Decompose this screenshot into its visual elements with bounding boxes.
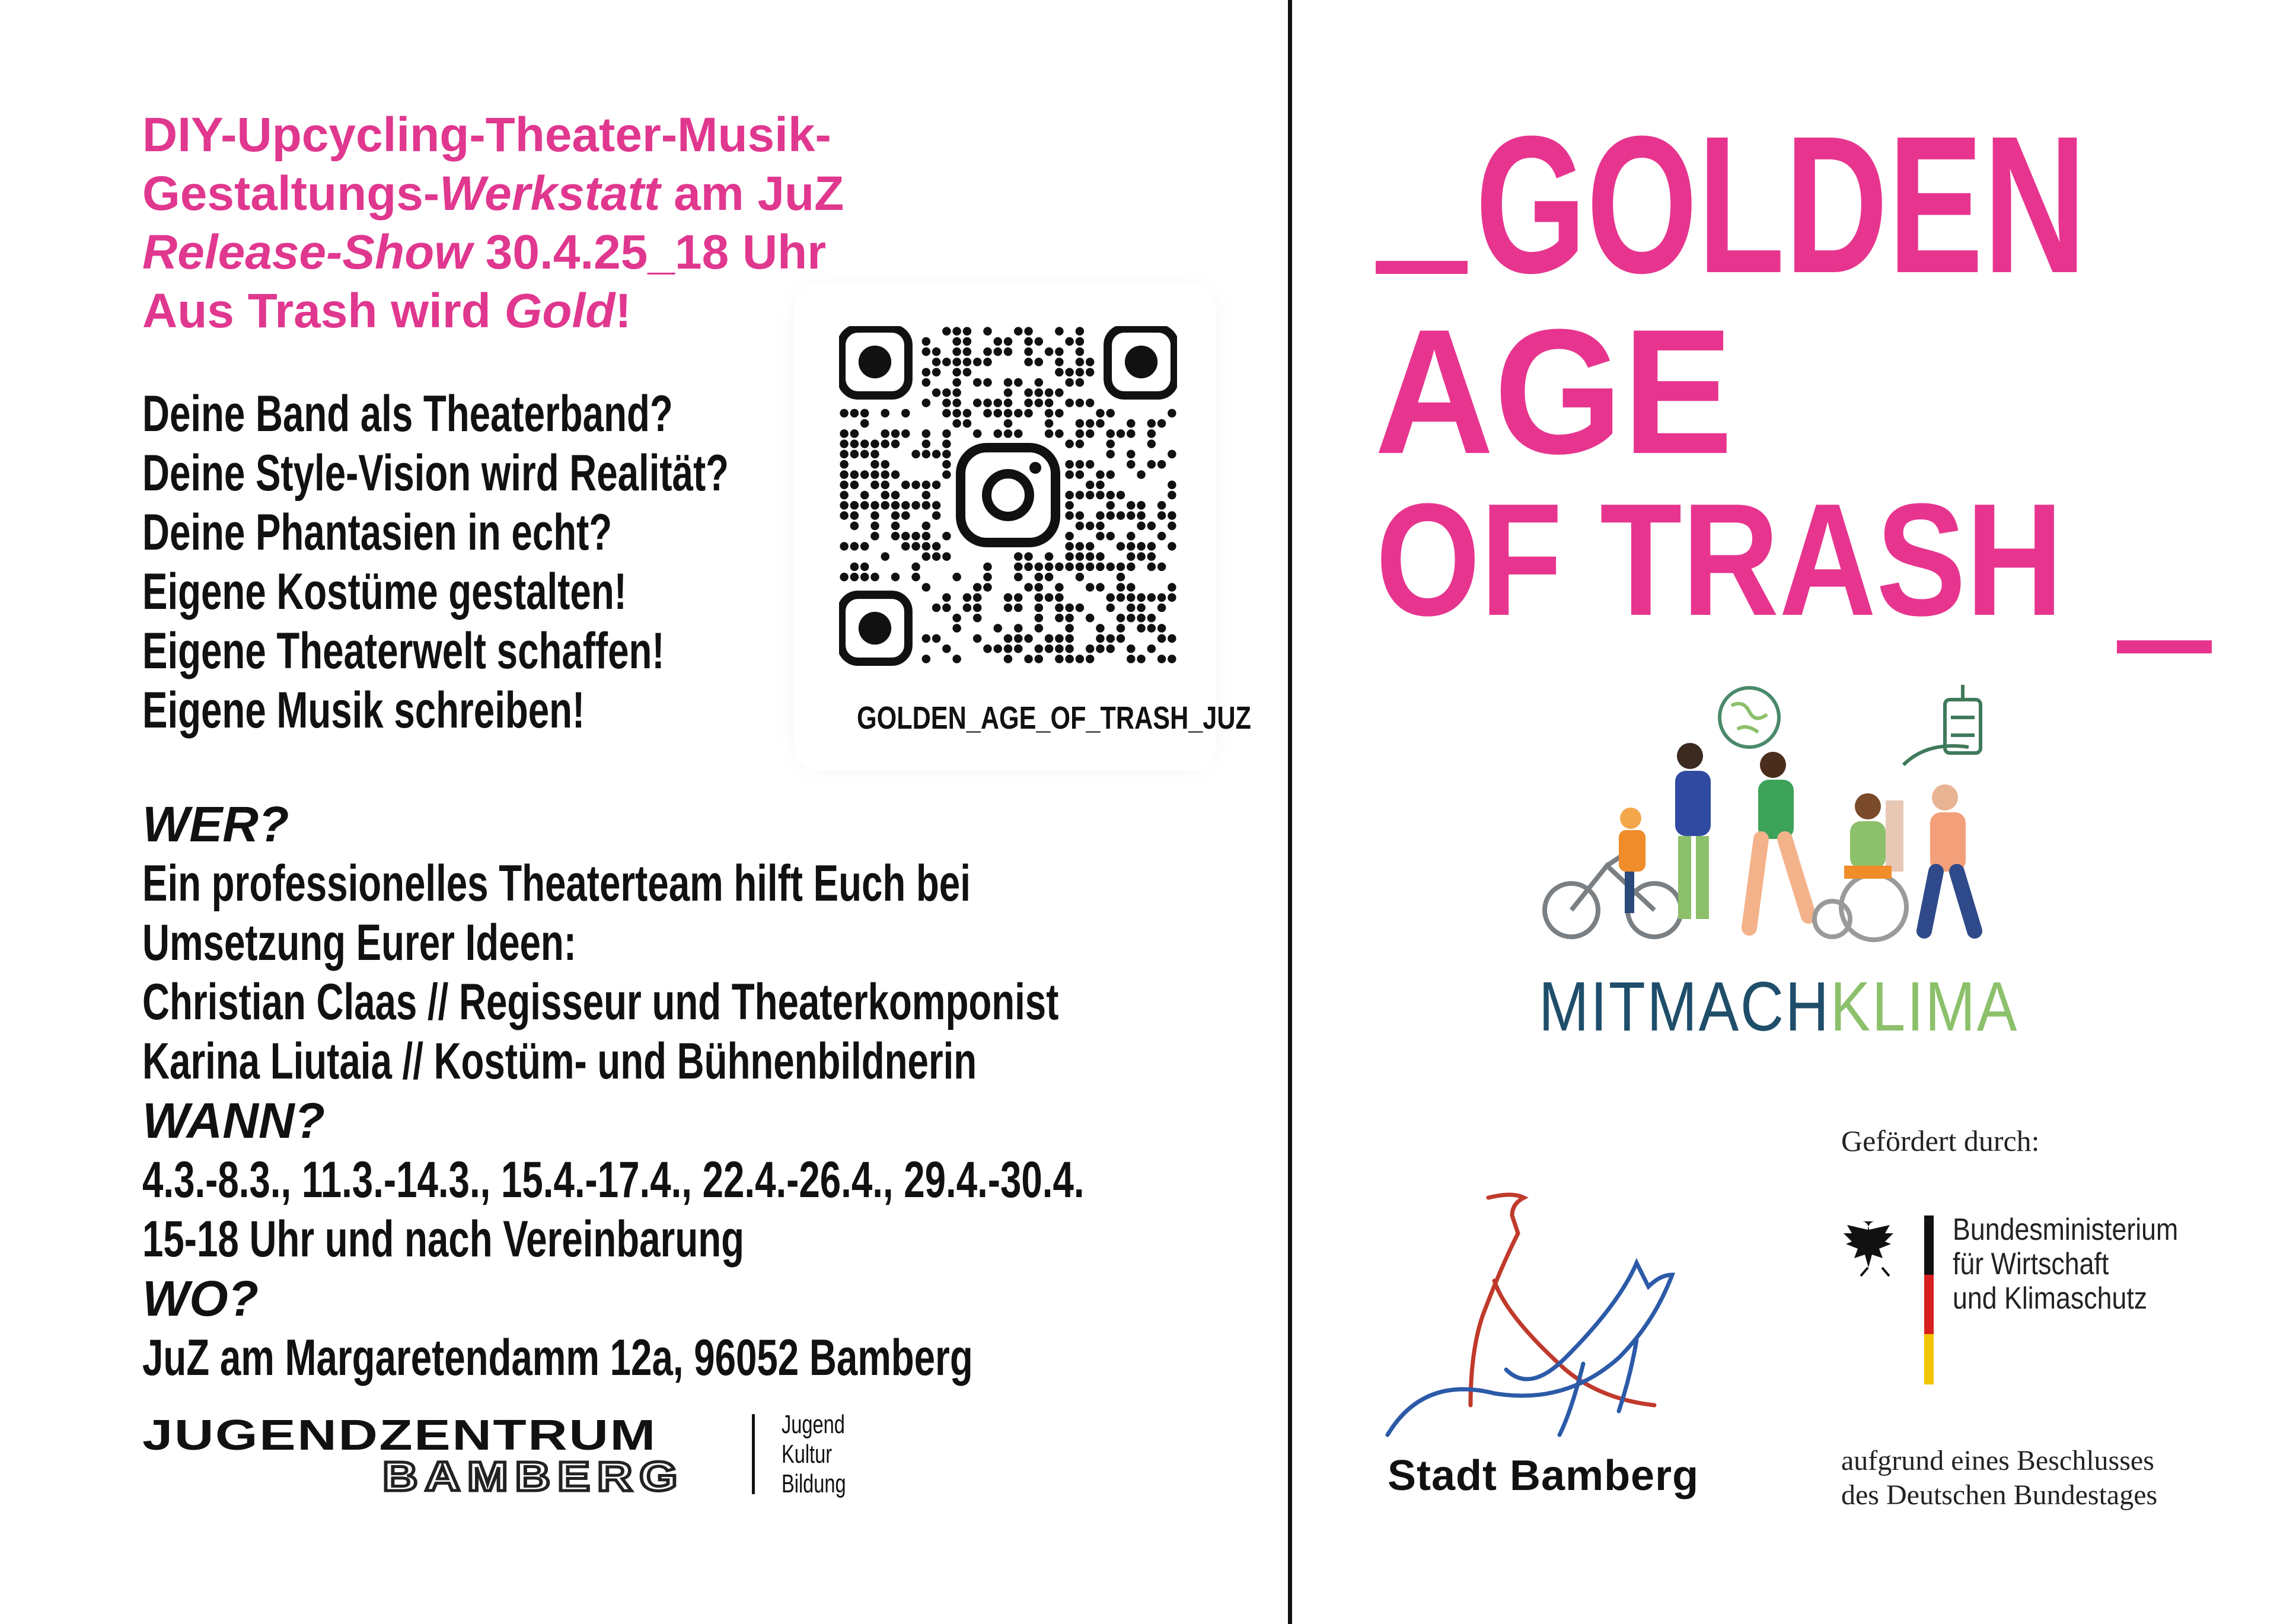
wer-line: Christian Claas // Regisseur und Theaterkomponist xyxy=(142,974,1059,1030)
title-underscore-right xyxy=(2117,640,2212,653)
question-item: Eigene Theaterwelt schaffen! xyxy=(142,623,665,679)
qr-code-icon[interactable] xyxy=(839,326,1177,670)
wer-line: Karina Liutaia // Kostüm- und Bühnenbildnerin xyxy=(142,1033,977,1090)
tagline-word: Jugend xyxy=(782,1410,845,1439)
title-golden: GOLDEN xyxy=(1475,95,2087,314)
juz-logo-bottom: BAMBERG xyxy=(382,1453,685,1499)
german-eagle-icon xyxy=(1841,1215,1909,1281)
headline-line-1: DIY-Upcycling-Theater-Musik- xyxy=(142,108,831,162)
question-item: Deine Style-Vision wird Realität? xyxy=(142,445,729,502)
questions-list xyxy=(142,384,729,740)
title-age: AGE xyxy=(1375,292,1733,491)
wer-heading: WER? xyxy=(142,796,289,852)
mitmachklima-logo xyxy=(1539,966,2018,1047)
bmwk-line: für Wirtschaft xyxy=(1953,1247,2109,1281)
note-line: des Deutschen Bundestages xyxy=(1841,1479,2158,1511)
headline-text: 30.4.25_18 Uhr xyxy=(471,225,827,279)
headline-italic: Werkstatt xyxy=(439,167,661,221)
instagram-icon xyxy=(961,448,1055,543)
tagline-word: Kultur xyxy=(782,1440,833,1469)
flag-bar-red xyxy=(1924,1275,1934,1334)
wo-heading: WO? xyxy=(142,1271,259,1326)
bundestag-note xyxy=(1841,1444,2157,1513)
question-item: Eigene Kostüme gestalten! xyxy=(142,563,627,620)
bmwk-line: und Klimaschutz xyxy=(1953,1281,2148,1316)
headline-line-2 xyxy=(142,164,1032,223)
klima-text: KLIMA xyxy=(1830,968,2019,1046)
note-line: aufgrund eines Beschlusses xyxy=(1841,1445,2154,1476)
headline-italic: Release-Show xyxy=(142,225,472,279)
headline-text: Gestaltungs- xyxy=(142,167,440,221)
headline-text: Aus Trash wird xyxy=(142,284,505,338)
tagline-word: Bildung xyxy=(782,1469,846,1498)
juz-logo-tagline xyxy=(782,1410,846,1499)
stadt-bamberg-logo xyxy=(1376,1186,1731,1459)
flag-bar-gold xyxy=(1924,1334,1934,1384)
fold-divider xyxy=(1288,0,1292,1624)
funding-label: Gefördert durch: xyxy=(1841,1124,2040,1157)
question-item: Deine Band als Theaterband? xyxy=(142,385,673,442)
headline-line-3 xyxy=(142,223,1032,282)
title-underscore-left xyxy=(1376,261,1468,274)
title-of-trash: OF TRASH xyxy=(1376,471,2064,649)
wer-line: Ein professionelles Theaterteam hilft Euch bei xyxy=(142,855,971,912)
wann-line: 15-18 Uhr und nach Vereinbarung xyxy=(142,1211,744,1268)
flag-bar-black xyxy=(1924,1215,1934,1275)
wer-line: Umsetzung Eurer Ideen: xyxy=(142,914,576,971)
question-item: Eigene Musik schreiben! xyxy=(142,682,585,739)
instagram-handle[interactable]: GOLDEN_AGE_OF_TRASH_JUZ xyxy=(857,700,1251,736)
question-item: Deine Phantasien in echt? xyxy=(142,504,613,561)
juz-logo-top: JUGENDZENTRUM xyxy=(142,1412,657,1459)
mitmach-text: MITMACH xyxy=(1539,968,1830,1046)
headline-italic: Gold xyxy=(504,284,616,338)
info-block xyxy=(142,795,1415,1387)
headline-text: am JuZ xyxy=(660,167,844,221)
wann-line: 4.3.-8.3., 11.3.-14.3., 15.4.-17.4., 22.4.-26.4., 29.4.-30.4. xyxy=(142,1151,1085,1208)
wo-line: JuZ am Margaretendamm 12a, 96052 Bamberg xyxy=(142,1329,973,1386)
juz-logo-separator xyxy=(752,1414,755,1494)
bmwk-name xyxy=(1953,1213,2178,1316)
bmwk-line: Bundesministerium xyxy=(1953,1213,2179,1247)
illustration-people-icon xyxy=(1536,682,2040,961)
stadt-bamberg-text: Stadt Bamberg xyxy=(1388,1452,1699,1499)
headline-text: ! xyxy=(615,284,632,338)
wann-heading: WANN? xyxy=(142,1093,325,1148)
